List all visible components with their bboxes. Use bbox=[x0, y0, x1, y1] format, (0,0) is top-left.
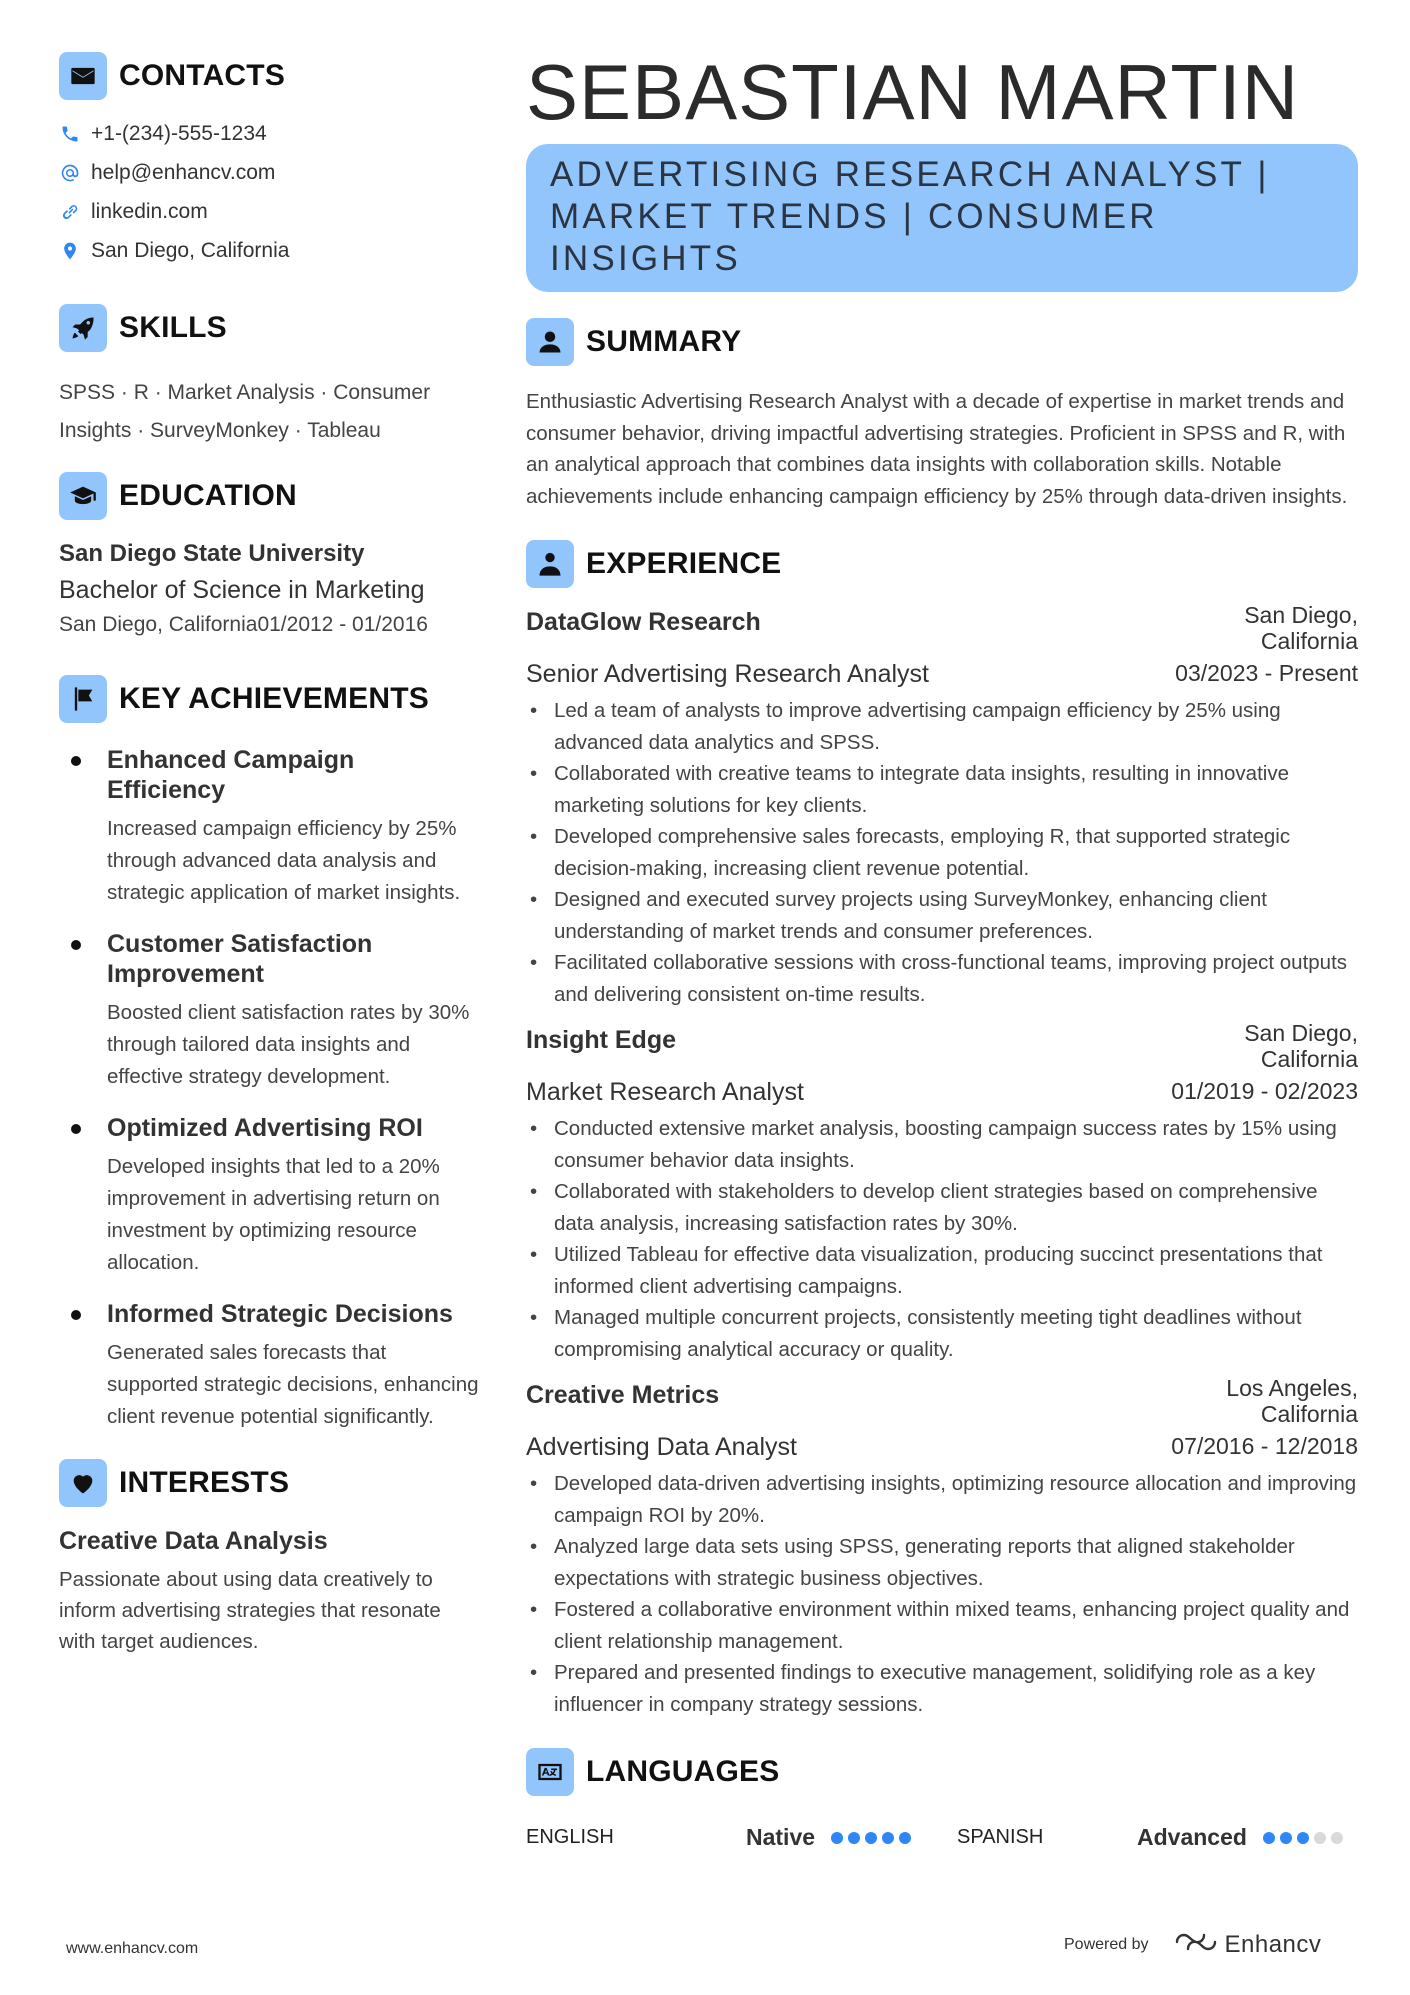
achievements-title: KEY ACHIEVEMENTS bbox=[119, 682, 429, 715]
interests-title: INTERESTS bbox=[119, 1466, 290, 1499]
languages-section bbox=[526, 1748, 1358, 1851]
contacts-title: CONTACTS bbox=[119, 59, 286, 92]
proficiency-dot bbox=[1314, 1832, 1326, 1844]
education-meta bbox=[59, 613, 479, 637]
footer-branding bbox=[1064, 1930, 1321, 1959]
education-header bbox=[59, 472, 479, 520]
achievements-header bbox=[59, 675, 479, 723]
achievement-desc: Boosted client satisfaction rates by 30% through tailored data insights and effective strategy development. bbox=[107, 1001, 470, 1088]
link-icon bbox=[59, 201, 81, 223]
job-company: Creative Metrics bbox=[526, 1381, 720, 1409]
job-dates: 07/2016 - 12/2018 bbox=[1171, 1433, 1358, 1459]
job-role: Senior Advertising Research Analyst bbox=[526, 660, 929, 688]
envelope-icon bbox=[59, 52, 107, 100]
footer-website[interactable]: www.enhancv.com bbox=[66, 1940, 199, 1957]
achievement-title: Customer Satisfaction Improvement bbox=[107, 930, 373, 988]
summary-title: SUMMARY bbox=[586, 325, 742, 358]
job-bullet: • Managed multiple concurrent projects, consistently meeting tight deadlines without compromising analytical accuracy or quality. bbox=[526, 1302, 1358, 1365]
experience-section bbox=[526, 540, 1358, 1720]
skills-list: SPSS · R · Market Analysis · Consumer Insights · SurveyMonkey · Tableau bbox=[59, 381, 431, 442]
bullet-dot bbox=[71, 1310, 81, 1320]
achievement-item bbox=[59, 929, 479, 1093]
proficiency-dot bbox=[882, 1832, 894, 1844]
languages-header bbox=[526, 1748, 1358, 1796]
contact-location bbox=[59, 231, 479, 270]
language-level: Native bbox=[746, 1824, 816, 1850]
job-role: Market Research Analyst bbox=[526, 1078, 804, 1106]
job-location: Los Angeles, California bbox=[1226, 1375, 1358, 1427]
contact-location-text: San Diego, California bbox=[91, 238, 290, 262]
job-head bbox=[526, 1020, 1358, 1072]
interest-title: Creative Data Analysis bbox=[59, 1527, 328, 1555]
summary-text: Enthusiastic Advertising Research Analyst with a decade of expertise in market trends and consumer behavior, driving impactful advertising strategies. Proficient in SPSS and R, with an analytical approach that combines data insights with collaboration skills. Notable achievements include enhancing campaign efficiency by 25% through data-driven insights. bbox=[526, 390, 1348, 508]
contact-link[interactable] bbox=[59, 192, 479, 231]
language-dots-spanish bbox=[1263, 1832, 1348, 1844]
enhancv-logo-text[interactable]: Enhancv bbox=[1224, 1930, 1322, 1958]
phone-icon bbox=[59, 123, 81, 145]
job-role: Advertising Data Analyst bbox=[526, 1433, 797, 1461]
skills-section bbox=[59, 304, 479, 450]
job-location: San Diego, California bbox=[1244, 602, 1358, 654]
proficiency-dot bbox=[848, 1832, 860, 1844]
candidate-name: SEBASTIAN MARTIN bbox=[526, 48, 1300, 136]
job-head bbox=[526, 602, 1358, 654]
job-entry bbox=[526, 602, 1358, 1010]
job-location: San Diego, California bbox=[1244, 1020, 1358, 1072]
bullet-dot bbox=[71, 1124, 81, 1134]
map-pin-icon bbox=[59, 240, 81, 262]
experience-title: EXPERIENCE bbox=[586, 547, 782, 580]
job-company: Insight Edge bbox=[526, 1026, 676, 1054]
job-bullet: • Fostered a collaborative environment within mixed teams, enhancing project quality and client relationship management. bbox=[526, 1594, 1358, 1657]
achievement-desc: Developed insights that led to a 20% improvement in advertising return on investment by optimizing resource allocation. bbox=[107, 1155, 440, 1274]
bullet-dot bbox=[71, 940, 81, 950]
language-item bbox=[957, 1824, 1348, 1851]
left-column bbox=[59, 52, 479, 1657]
proficiency-dot bbox=[1280, 1832, 1292, 1844]
translate-icon bbox=[526, 1748, 574, 1796]
interest-desc: Passionate about using data creatively to inform advertising strategies that resonate with target audiences. bbox=[59, 1568, 441, 1653]
education-degree: Bachelor of Science in Marketing bbox=[59, 576, 425, 604]
interests-section bbox=[59, 1459, 479, 1657]
language-name: ENGLISH bbox=[526, 1826, 614, 1848]
flag-icon bbox=[59, 675, 107, 723]
job-bullet: • Analyzed large data sets using SPSS, generating reports that aligned stakeholder expectations with strategic business objectives. bbox=[526, 1531, 1358, 1594]
job-bullet: • Designed and executed survey projects using SurveyMonkey, enhancing client understanding of market trends and consumer preferences. bbox=[526, 884, 1358, 947]
achievements-section bbox=[59, 675, 479, 1433]
education-section bbox=[59, 472, 479, 637]
job-bullets bbox=[526, 695, 1358, 1010]
rocket-icon bbox=[59, 304, 107, 352]
job-role-row bbox=[526, 1433, 1358, 1462]
job-bullet: • Facilitated collaborative sessions with cross-functional teams, improving project outputs and delivering consistent on-time results. bbox=[526, 947, 1358, 1010]
job-entry bbox=[526, 1375, 1358, 1720]
powered-by-text: Powered by bbox=[1064, 1935, 1149, 1953]
job-bullet: • Developed data-driven advertising insights, optimizing resource allocation and improving campaign ROI by 20%. bbox=[526, 1468, 1358, 1531]
headline-banner: ADVERTISING RESEARCH ANALYST | MARKET TRENDS | CONSUMER INSIGHTS bbox=[526, 144, 1358, 292]
summary-header bbox=[526, 318, 1358, 366]
proficiency-dot bbox=[899, 1832, 911, 1844]
job-bullets bbox=[526, 1468, 1358, 1720]
skills-header bbox=[59, 304, 479, 352]
job-entry bbox=[526, 1020, 1358, 1365]
proficiency-dot bbox=[865, 1832, 877, 1844]
job-role-row bbox=[526, 660, 1358, 689]
job-dates: 03/2023 - Present bbox=[1175, 660, 1358, 686]
education-location: San Diego, California bbox=[59, 613, 258, 636]
language-item bbox=[526, 1824, 957, 1851]
graduation-cap-icon bbox=[59, 472, 107, 520]
job-role-row bbox=[526, 1078, 1358, 1107]
job-bullet: • Collaborated with creative teams to integrate data insights, resulting in innovative marketing solutions for key clients. bbox=[526, 758, 1358, 821]
proficiency-dot bbox=[1297, 1832, 1309, 1844]
enhancv-logo-icon bbox=[1173, 1930, 1219, 1959]
language-level: Advanced bbox=[1137, 1824, 1247, 1850]
contacts-section bbox=[59, 52, 479, 270]
proficiency-dot bbox=[831, 1832, 843, 1844]
experience-header bbox=[526, 540, 1358, 588]
contact-phone-text: +1-(234)-555-1234 bbox=[91, 121, 267, 145]
contact-email[interactable] bbox=[59, 153, 479, 192]
job-bullet: • Led a team of analysts to improve advertising campaign efficiency by 25% using advanced data analytics and SPSS. bbox=[526, 695, 1358, 758]
job-head bbox=[526, 1375, 1358, 1427]
job-bullet: • Prepared and presented findings to executive management, solidifying role as a key influencer in company strategy sessions. bbox=[526, 1657, 1358, 1720]
achievement-item bbox=[59, 1299, 479, 1433]
contact-link-text: linkedin.com bbox=[91, 199, 208, 223]
language-dots-english bbox=[831, 1832, 916, 1844]
interests-header bbox=[59, 1459, 479, 1507]
user-icon bbox=[526, 318, 574, 366]
job-bullets bbox=[526, 1113, 1358, 1365]
at-icon bbox=[59, 162, 81, 184]
job-bullet: • Developed comprehensive sales forecasts, employing R, that supported strategic decision-making, increasing client revenue potential. bbox=[526, 821, 1358, 884]
languages-row bbox=[526, 1824, 1358, 1851]
right-column bbox=[526, 48, 1358, 1851]
education-dates: 01/2012 - 01/2016 bbox=[257, 613, 428, 636]
job-company: DataGlow Research bbox=[526, 608, 761, 636]
achievement-item bbox=[59, 1113, 479, 1279]
job-bullet: • Utilized Tableau for effective data visualization, producing succinct presentations that informed client advertising campaigns. bbox=[526, 1239, 1358, 1302]
achievement-desc: Increased campaign efficiency by 25% through advanced data analysis and strategic application of market insights. bbox=[107, 817, 461, 904]
job-bullet: • Conducted extensive market analysis, boosting campaign success rates by 15% using consumer behavior data insights. bbox=[526, 1113, 1358, 1176]
bullet-dot bbox=[71, 756, 81, 766]
languages-title: LANGUAGES bbox=[586, 1755, 780, 1788]
contact-phone[interactable] bbox=[59, 114, 479, 153]
heart-icon bbox=[59, 1459, 107, 1507]
proficiency-dot bbox=[1331, 1832, 1343, 1844]
achievement-title: Optimized Advertising ROI bbox=[107, 1114, 423, 1142]
education-school: San Diego State University bbox=[59, 540, 365, 567]
job-dates: 01/2019 - 02/2023 bbox=[1171, 1078, 1358, 1104]
language-name: SPANISH bbox=[957, 1826, 1044, 1848]
achievement-item bbox=[59, 745, 479, 909]
job-bullet: • Collaborated with stakeholders to develop client strategies based on comprehensive data analysis, increasing satisfaction rates by 30%. bbox=[526, 1176, 1358, 1239]
proficiency-dot bbox=[1263, 1832, 1275, 1844]
achievement-title: Informed Strategic Decisions bbox=[107, 1300, 453, 1328]
user-tie-icon bbox=[526, 540, 574, 588]
education-title: EDUCATION bbox=[119, 479, 297, 512]
achievement-title: Enhanced Campaign Efficiency bbox=[107, 746, 355, 804]
summary-section bbox=[526, 318, 1358, 512]
achievement-desc: Generated sales forecasts that supported strategic decisions, enhancing client revenue potential significantly. bbox=[107, 1341, 479, 1428]
contact-email-text: help@enhancv.com bbox=[91, 160, 276, 184]
contacts-header bbox=[59, 52, 479, 100]
skills-title: SKILLS bbox=[119, 311, 227, 344]
